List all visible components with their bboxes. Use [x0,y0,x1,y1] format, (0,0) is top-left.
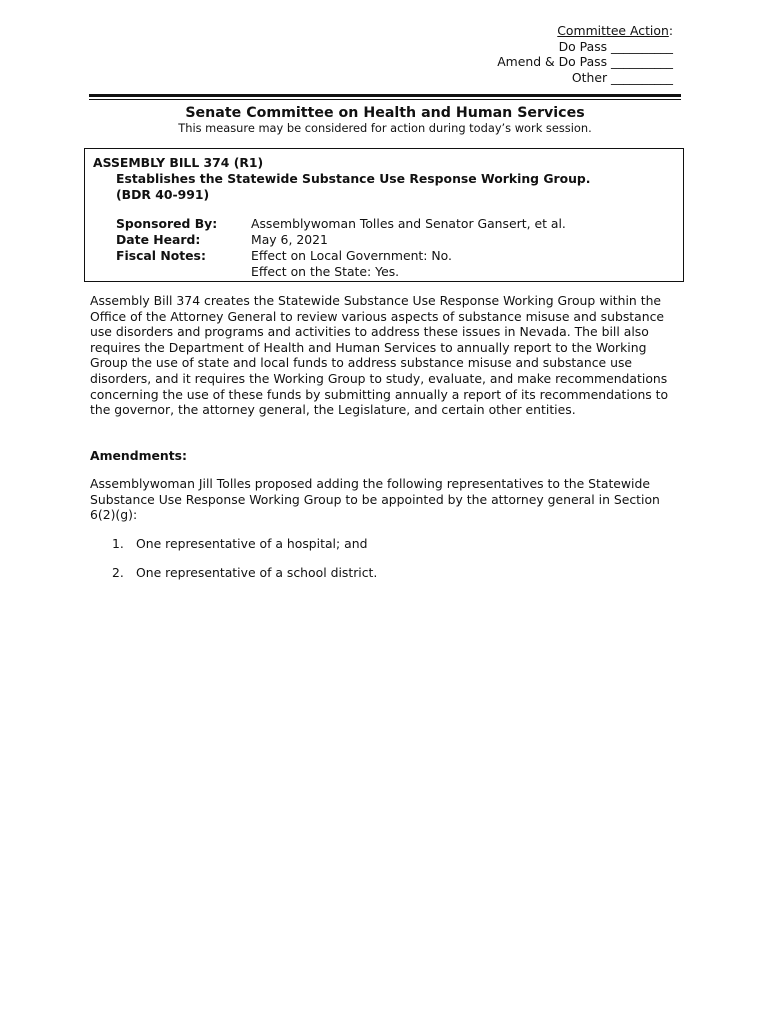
committee-action-heading: Committee Action: [557,23,673,38]
amendments-heading: Amendments: [90,448,187,463]
committee-subtitle: This measure may be considered for action during today’s work session. [178,121,592,135]
other-line: Other __________ [571,69,673,85]
bill-bdr: (BDR 40-991) [116,187,210,202]
do-pass-line: Do Pass __________ [558,38,673,54]
meta-row-date [116,232,566,248]
committee-title: Senate Committee on Health and Human Services [185,105,585,121]
bill-description: Establishes the Statewide Substance Use Response Working Group. [116,171,591,186]
header-rule-thin [89,99,681,100]
meta-label: Fiscal Notes: [116,248,206,263]
list-item-text: One representative of a hospital; and [136,536,368,551]
bill-number: ASSEMBLY BILL 374 (R1) [93,155,264,170]
meta-row-fiscal-state [116,264,566,280]
meta-value: Effect on Local Government: No. [251,248,452,263]
meta-value: Assemblywoman Tolles and Senator Gansert, et al. [251,216,566,231]
bill-info-box [84,148,684,282]
list-item [112,536,377,565]
meta-row-sponsored [116,216,566,232]
meta-row-fiscal [116,248,566,264]
meta-label: Sponsored By: [116,216,218,231]
amendments-list [112,536,377,594]
header-rule-thick [89,94,681,97]
amend-do-pass-line: Amend & Do Pass __________ [497,54,673,70]
bill-meta [116,216,566,280]
meta-label [116,264,251,280]
meta-value: May 6, 2021 [251,232,328,247]
meta-label: Date Heard: [116,232,201,247]
bill-summary: Assembly Bill 374 creates the Statewide Substance Use Response Working Group within the Office of the Attorney General to review various aspects of substance misuse and substance use disorders and programs and activities to address these issues in Nevada. The bill also requires the Department of Health and Human Services to annually report to the Working Group the use of state and local funds to address substance misuse and substance use disorders, and it requires the Working Group to study, evaluate, and make recommendations concerning the use of these funds by submitting annually a report of its recommendations to the governor, the attorney general, the Legislature, and certain other entities. [90,293,669,418]
list-item-text: One representative of a school district. [136,565,378,580]
list-item-number: 1. [112,536,124,551]
list-item [112,565,377,594]
committee-action-block [373,23,673,85]
meta-value: Effect on the State: Yes. [251,264,400,279]
list-item-number: 2. [112,565,124,580]
amendments-text: Assemblywoman Jill Tolles proposed adding the following representatives to the Statewide Substance Use Response Working Group to be appointed by the attorney general in Section 6(2)(g): [90,476,660,523]
